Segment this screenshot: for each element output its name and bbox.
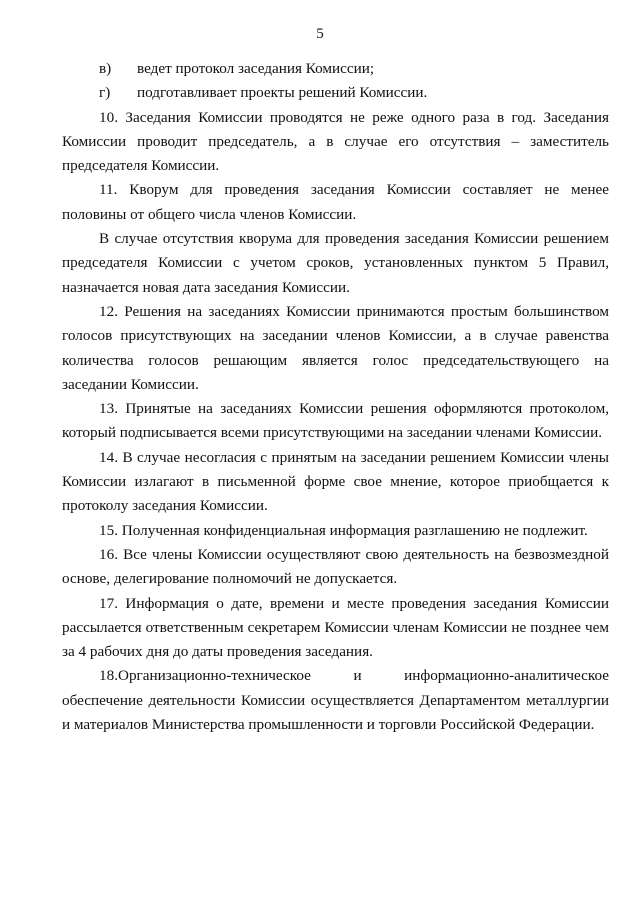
paragraph-13: 13. Принятые на заседаниях Комиссии решения оформляются протоколом, который подписывается всеми присутствующими на заседании членами Комиссии. [62, 400, 609, 442]
document-body [62, 57, 609, 737]
list-item-text: подготавливает проекты решений Комиссии. [137, 84, 428, 102]
paragraph-14: 14. В случае несогласия с принятым на заседании решением Комиссии члены Комиссии излагают в письменной форме свое мнение, которое приобщается к протоколу заседания Комиссии. [62, 448, 609, 515]
list-item-marker: в) [99, 60, 112, 77]
paragraph-15: 15. Полученная конфиденциальная информация разглашению не подлежит. [99, 521, 588, 539]
paragraph-16: 16. Все члены Комиссии осуществляют свою деятельность на безвозмездной основе, делегирование полномочий не допускается. [62, 545, 609, 588]
paragraph-12: 12. Решения на заседаниях Комиссии принимаются простым большинством голосов присутствующих на заседании членов Комиссии, а в случае равенства количества голосов решающим является голос председательствующего на заседании Комиссии. [62, 302, 609, 393]
page-number: 5 [316, 26, 324, 42]
paragraph-18: 18.Организационно-техническое и информационно-аналитическое обеспечение деятельности Комиссии осуществляется Департаментом металлургии и материалов Министерства промышленности и торговли Российской Федерации. [62, 667, 609, 734]
list-item-text: ведет протокол заседания Комиссии; [137, 60, 375, 77]
paragraph-11: 11. Кворум для проведения заседания Комиссии составляет не менее половины от общего числа членов Комиссии. [62, 181, 609, 223]
paragraph-10: 10. Заседания Комиссии проводятся не реже одного раза в год. Заседания Комиссии проводит председатель, а в случае его отсутствия – заместитель председателя Комиссии. [62, 108, 609, 175]
paragraph-11-quorum: В случае отсутствия кворума для проведения заседания Комиссии решением председателя Комиссии с учетом сроков, установленных пунктом 5 Правил, назначается новая дата заседания Комиссии. [62, 230, 609, 296]
paragraph-17: 17. Информация о дате, времени и месте проведения заседания Комиссии рассылается ответственным секретарем Комиссии членам Комиссии не позднее чем за 4 рабочих дня до даты проведения заседания. [62, 594, 609, 661]
list-item [62, 57, 609, 81]
list-item [62, 81, 609, 105]
list-item-marker: г) [99, 84, 111, 102]
